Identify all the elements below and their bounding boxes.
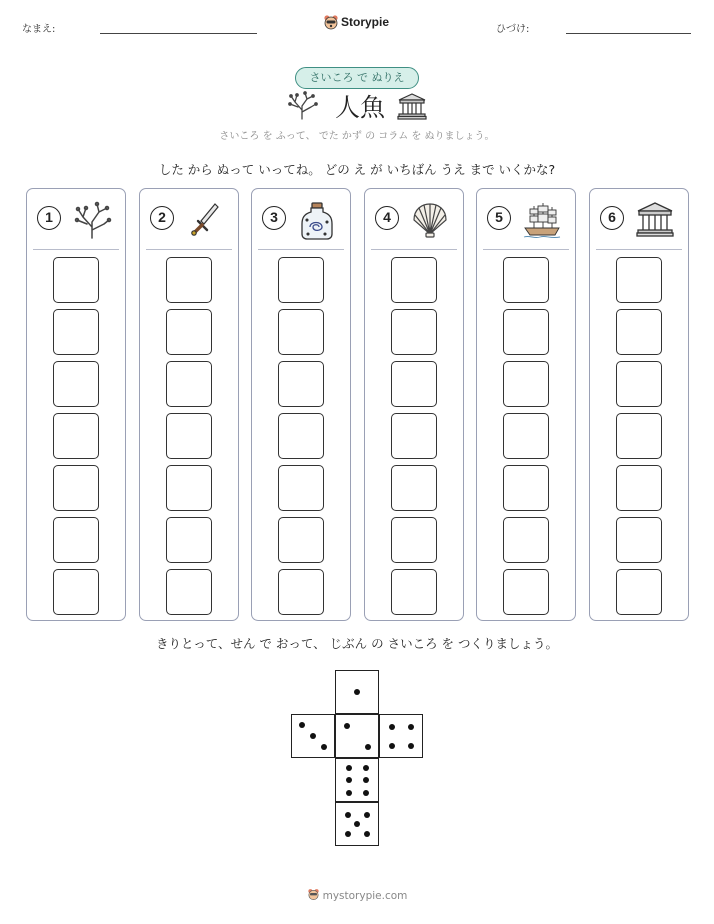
instructions-subtitle: さいころ を ふって、 でた かず の コラム を ぬりましょう。: [219, 131, 495, 142]
column-divider: [146, 249, 232, 250]
die-pip: [364, 831, 370, 837]
column-divider: [33, 249, 119, 250]
die-pip: [364, 812, 370, 818]
coral-icon: [285, 90, 319, 120]
coloring-box[interactable]: [391, 309, 437, 355]
page-title: 人魚: [334, 93, 385, 122]
date-label: ひづけ:: [496, 24, 530, 35]
coloring-box[interactable]: [53, 361, 99, 407]
game-question: した から ぬって いってね。 どの え が いちばん うえ まで いくかな?: [158, 162, 556, 177]
brand-logo: [323, 14, 393, 32]
coloring-box[interactable]: [166, 309, 212, 355]
die-pip: [345, 831, 351, 837]
die-pip: [408, 743, 414, 749]
date-field[interactable]: [566, 33, 691, 34]
coloring-box[interactable]: [53, 569, 99, 615]
die-pip: [299, 722, 305, 728]
seashell-icon: [410, 200, 450, 240]
die-face-5: [335, 802, 379, 846]
coloring-box[interactable]: [278, 517, 324, 563]
die-pip: [365, 744, 371, 750]
column-2: [139, 188, 239, 621]
column-5: [476, 188, 576, 621]
die-pip: [389, 724, 395, 730]
coloring-box[interactable]: [166, 257, 212, 303]
coloring-box[interactable]: [391, 465, 437, 511]
coloring-box[interactable]: [53, 309, 99, 355]
coloring-box[interactable]: [391, 413, 437, 459]
coloring-box[interactable]: [166, 517, 212, 563]
die-pip: [363, 790, 369, 796]
column-number: 5: [487, 206, 511, 230]
die-pip: [354, 821, 360, 827]
die-pip: [310, 733, 316, 739]
coloring-box[interactable]: [616, 517, 662, 563]
name-label: なまえ:: [22, 24, 56, 35]
coral-icon: [72, 200, 112, 240]
die-face-1: [335, 670, 379, 714]
coloring-box[interactable]: [278, 257, 324, 303]
temple-icon: [635, 200, 675, 240]
die-pip: [346, 777, 352, 783]
column-divider: [371, 249, 457, 250]
coloring-box[interactable]: [391, 517, 437, 563]
column-divider: [483, 249, 569, 250]
coloring-box[interactable]: [503, 309, 549, 355]
column-6: [589, 188, 689, 621]
column-number: 4: [375, 206, 399, 230]
coloring-box[interactable]: [391, 257, 437, 303]
die-pip: [363, 765, 369, 771]
coloring-box[interactable]: [166, 465, 212, 511]
column-number: 3: [262, 206, 286, 230]
die-face-3: [291, 714, 335, 758]
die-pip: [389, 743, 395, 749]
worksheet-tag: さいころ で ぬりえ: [295, 67, 419, 89]
coloring-box[interactable]: [166, 413, 212, 459]
name-field[interactable]: [100, 33, 257, 34]
sailing-ship-icon: [522, 200, 562, 240]
coloring-box[interactable]: [278, 413, 324, 459]
die-pip: [344, 723, 350, 729]
die-pip: [363, 777, 369, 783]
column-divider: [258, 249, 344, 250]
die-face-6: [335, 758, 379, 802]
coloring-box[interactable]: [53, 517, 99, 563]
coloring-box[interactable]: [278, 569, 324, 615]
die-pip: [346, 790, 352, 796]
brand-name: Storypie: [341, 15, 390, 29]
coloring-box[interactable]: [503, 465, 549, 511]
column-4: [364, 188, 464, 621]
temple-icon: [397, 92, 427, 120]
coloring-box[interactable]: [166, 361, 212, 407]
die-pip: [345, 812, 351, 818]
die-instructions: きりとって、せん で おって、 じぶん の さいころ を つくりましょう。: [155, 636, 559, 651]
column-number: 1: [37, 206, 61, 230]
coloring-box[interactable]: [503, 517, 549, 563]
die-pip: [408, 724, 414, 730]
coloring-box[interactable]: [503, 413, 549, 459]
die-face-2: [335, 714, 379, 758]
column-number: 2: [150, 206, 174, 230]
column-number: 6: [600, 206, 624, 230]
footer: [0, 888, 714, 902]
column-1: [26, 188, 126, 621]
bear-logo-icon: [307, 888, 320, 902]
coloring-box[interactable]: [278, 465, 324, 511]
coloring-box[interactable]: [616, 361, 662, 407]
coloring-box[interactable]: [53, 465, 99, 511]
coloring-box[interactable]: [53, 257, 99, 303]
column-divider: [596, 249, 682, 250]
die-face-4: [379, 714, 423, 758]
coloring-box[interactable]: [53, 413, 99, 459]
bear-logo-icon: [323, 14, 339, 32]
coloring-box[interactable]: [616, 569, 662, 615]
coloring-box[interactable]: [278, 361, 324, 407]
die-pip: [346, 765, 352, 771]
coloring-box[interactable]: [391, 361, 437, 407]
coloring-box[interactable]: [616, 413, 662, 459]
coloring-box[interactable]: [616, 257, 662, 303]
dagger-icon: [185, 200, 225, 240]
die-pip: [354, 689, 360, 695]
coloring-box[interactable]: [503, 569, 549, 615]
die-pip: [321, 744, 327, 750]
column-3: [251, 188, 351, 621]
coloring-box[interactable]: [503, 361, 549, 407]
coloring-box[interactable]: [166, 569, 212, 615]
coloring-box[interactable]: [278, 309, 324, 355]
coloring-box[interactable]: [616, 309, 662, 355]
coloring-box[interactable]: [616, 465, 662, 511]
footer-site: mystorypie.com: [322, 890, 408, 902]
coloring-box[interactable]: [503, 257, 549, 303]
coloring-box[interactable]: [391, 569, 437, 615]
potion-bottle-icon: [297, 200, 337, 240]
